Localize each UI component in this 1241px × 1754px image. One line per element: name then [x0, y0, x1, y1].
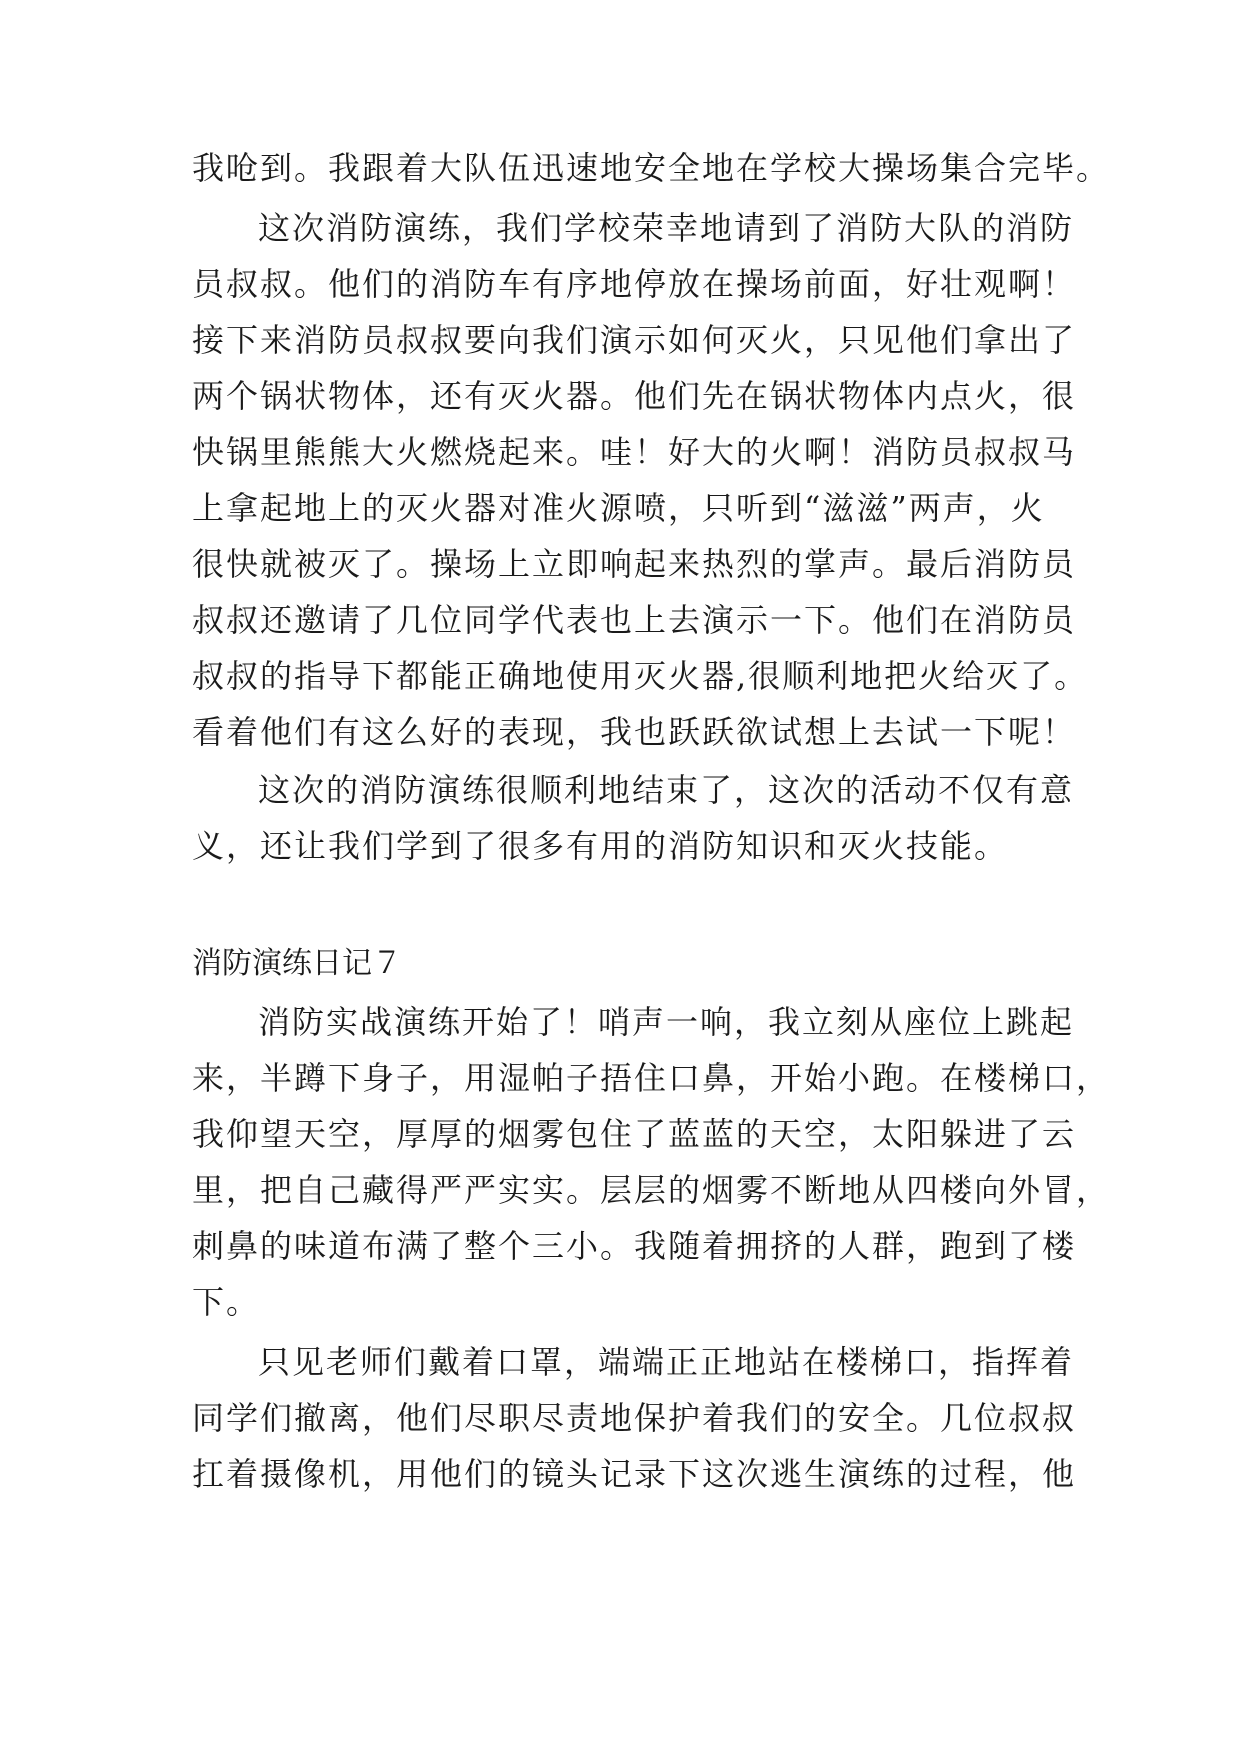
text-line: 看着他们有这么好的表现，我也跃跃欲试想上去试一下呢！ — [192, 713, 1077, 751]
text-line: 里，把自己藏得严严实实。层层的烟雾不断地从四楼向外冒， — [192, 1171, 1111, 1209]
text-line: 消防实战演练开始了！哨声一响，我立刻从座位上跳起 — [258, 1003, 1075, 1041]
text-line: 下。 — [192, 1283, 261, 1321]
text-line: 员叔叔。他们的消防车有序地停放在操场前面，好壮观啊！ — [192, 265, 1077, 303]
text-line: 接下来消防员叔叔要向我们演示如何灭火，只见他们拿出了 — [192, 321, 1077, 359]
text-line: 只见老师们戴着口罩，端端正正地站在楼梯口，指挥着 — [258, 1343, 1075, 1381]
text-line: 叔叔还邀请了几位同学代表也上去演示一下。他们在消防员 — [192, 601, 1077, 639]
text-line: 同学们撤离，他们尽职尽责地保护着我们的安全。几位叔叔 — [192, 1399, 1077, 1437]
text-line: 来，半蹲下身子，用湿帕子捂住口鼻，开始小跑。在楼梯口， — [192, 1059, 1111, 1097]
text-line: 义，还让我们学到了很多有用的消防知识和灭火技能。 — [192, 827, 1009, 865]
text-line: 两个锅状物体，还有灭火器。他们先在锅状物体内点火，很 — [192, 377, 1077, 415]
text-line: 这次的消防演练很顺利地结束了，这次的活动不仅有意 — [258, 771, 1075, 809]
text-line: 扛着摄像机，用他们的镜头记录下这次逃生演练的过程，他 — [192, 1455, 1077, 1493]
text-line: 我仰望天空，厚厚的烟雾包住了蓝蓝的天空，太阳躲进了云 — [192, 1115, 1077, 1153]
text-line: 我呛到。我跟着大队伍迅速地安全地在学校大操场集合完毕。 — [192, 149, 1111, 187]
section-title: 消防演练日记７ — [192, 946, 402, 981]
text-line: 叔叔的指导下都能正确地使用灭火器,很顺利地把火给灭了。 — [192, 657, 1089, 695]
text-line: 快锅里熊熊大火燃烧起来。哇！好大的火啊！消防员叔叔马 — [192, 433, 1077, 471]
text-line: 上拿起地上的灭火器对准火源喷，只听到“滋滋”两声，火 — [192, 489, 1045, 527]
text-line: 这次消防演练，我们学校荣幸地请到了消防大队的消防 — [258, 209, 1075, 247]
text-line: 很快就被灭了。操场上立即响起来热烈的掌声。最后消防员 — [192, 545, 1077, 583]
text-line: 刺鼻的味道布满了整个三小。我随着拥挤的人群，跑到了楼 — [192, 1227, 1077, 1265]
